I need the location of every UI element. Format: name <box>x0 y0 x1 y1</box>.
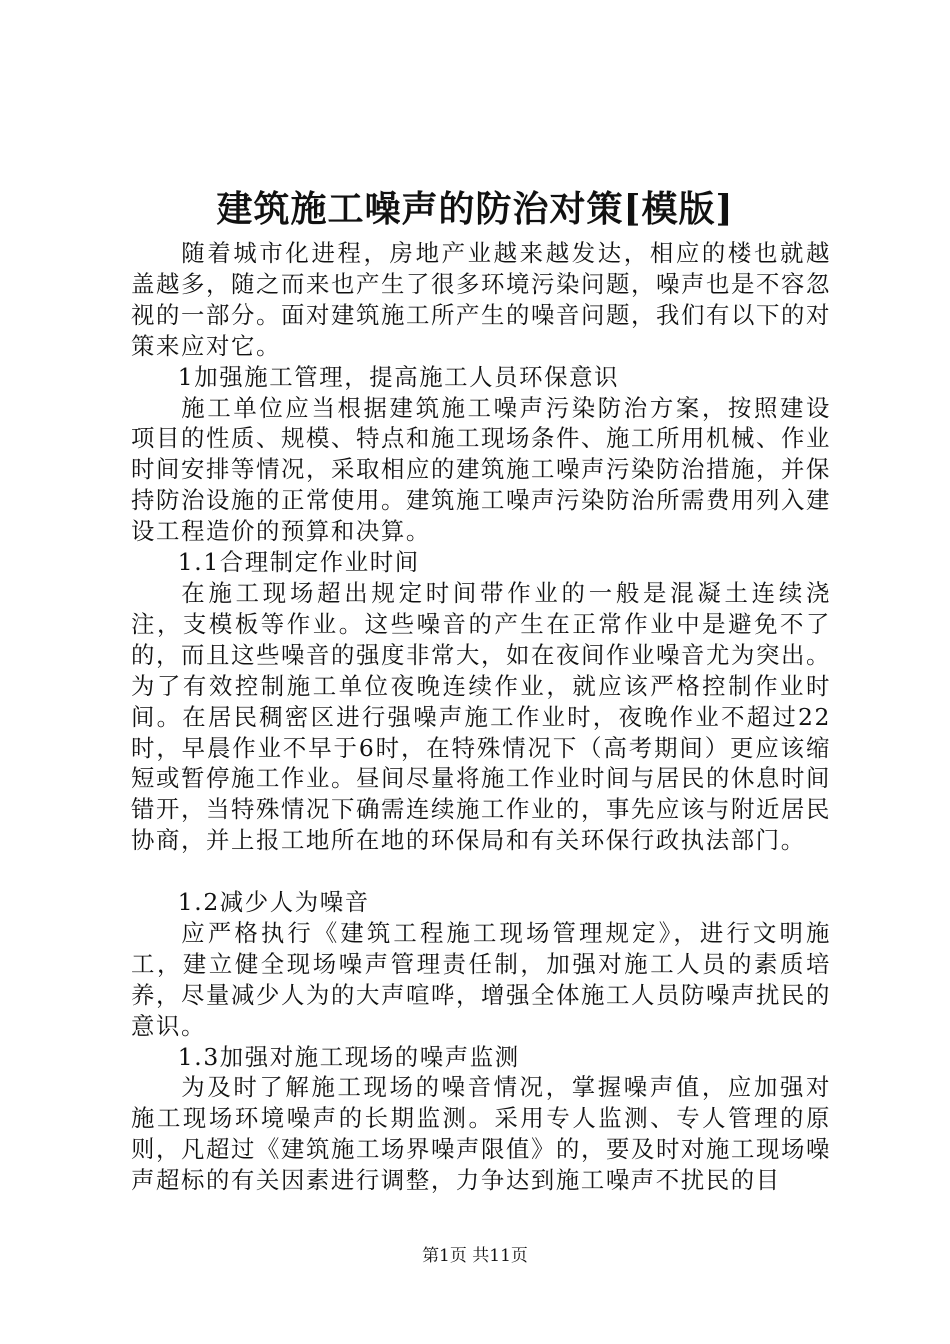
paragraph-section-1-2: 应严格执行《建筑工程施工现场管理规定》，进行文明施工，建立健全现场噪声管理责任制，加强对施工人员的素质培养，尽量减少人为的大声喧哗，增强全体施工人员防噪声扰民的意识。 <box>131 918 831 1040</box>
paragraph-intro: 随着城市化进程，房地产业越来越发达，相应的楼也就越盖越多，随之而来也产生了很多环境污染问题，噪声也是不容忽视的一部分。面对建筑施工所产生的噪音问题，我们有以下的对策来应对它。 <box>131 239 831 360</box>
section-heading-1: 1加强施工管理，提高施工人员环保意识 <box>177 362 620 391</box>
section-heading-1-3: 1.3加强对施工现场的噪声监测 <box>177 1042 520 1071</box>
document-body <box>131 238 831 1196</box>
section-heading-1-2: 1.2减少人为噪音 <box>177 888 370 917</box>
document-title: 建筑施工噪声的防治对策[模版] <box>216 188 734 230</box>
page-footer: 第1页 共11页 <box>422 1246 528 1266</box>
blank-line <box>131 856 831 887</box>
paragraph-section-1-3: 为及时了解施工现场的噪音情况，掌握噪声值，应加强对施工现场环境噪声的长期监测。采用专人监测、专人管理的原则，凡超过《建筑施工场界噪声限值》的，要及时对施工现场噪声超标的有关因素进行调整，力争达到施工噪声不扰民的目 <box>131 1073 831 1195</box>
section-heading-1-1: 1.1合理制定作业时间 <box>177 548 420 577</box>
paragraph-section-1: 施工单位应当根据建筑施工噪声污染防治方案，按照建设项目的性质、规模、特点和施工现场条件、施工所用机械、作业时间安排等情况，采取相应的建筑施工噪声污染防治措施，并保持防治设施的正常使用。建筑施工噪声污染防治所需费用列入建设工程造价的预算和决算。 <box>131 393 831 546</box>
paragraph-section-1-1: 在施工现场超出规定时间带作业的一般是混凝土连续浇注，支模板等作业。这些噪音的产生在正常作业中是避免不了的，而且这些噪音的强度非常大，如在夜间作业噪音尤为突出。为了有效控制施工单位夜晚连续作业，就应该严格控制作业时间。在居民稠密区进行强噪声施工作业时，夜晚作业不超过22时，早晨作业不早于6时，在特殊情况下（高考期间）更应该缩短或暂停施工作业。昼间尽量将施工作业时间与居民的休息时间错开，当特殊情况下确需连续施工作业的，事先应该与附近居民协商，并上报工地所在地的环保局和有关环保行政执法部门。 <box>131 578 831 855</box>
